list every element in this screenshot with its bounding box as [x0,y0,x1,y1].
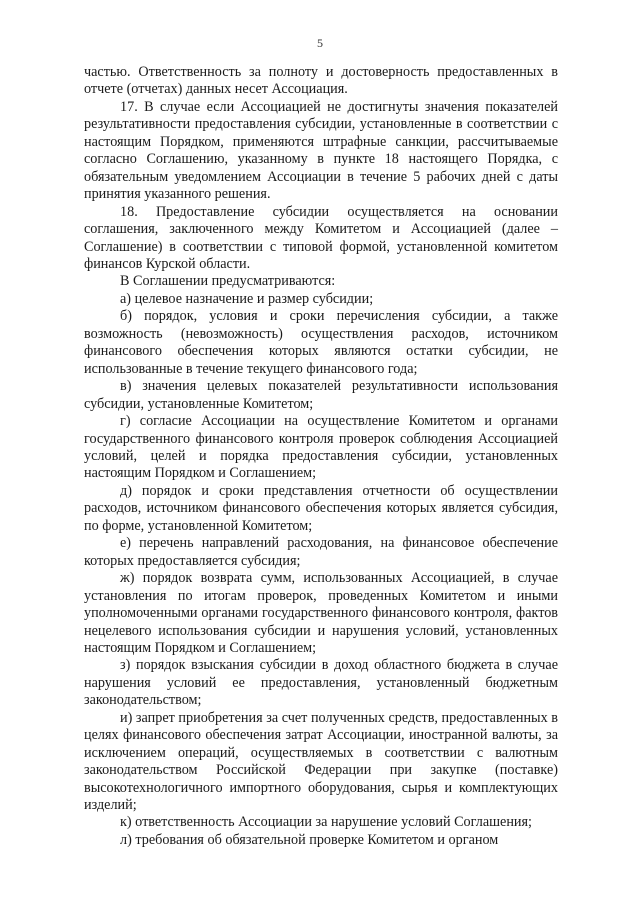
paragraph-item-18: 18. Предоставление субсидии осуществляется на основании соглашения, заключенного между Комитетом и Ассоциацией (далее – Соглашение) в соответствии с типовой формой, установленной комитетом финансов Курской области. [84,203,558,272]
paragraph-agreement-intro: В Соглашении предусматриваются: [120,273,336,290]
paragraph-continuation: частью. Ответственность за полноту и достоверность предоставленных в отчете (отчетах) данных несет Ассоциация. [84,64,558,98]
list-item-zh: ж) порядок возврата сумм, использованных Ассоциацией, в случае установления по итогам проверок, проведенных Комитетом и иными уполномоченными органами государственного финансового контроля, фактов нецелевого использования субсидии и нарушения условий, установленных настоящим Порядком и Соглашением; [84,570,558,656]
list-item-b: б) порядок, условия и сроки перечисления субсидии, а также возможность (невозможность) осуществления расходов, источником финансового обеспечения которых являются остатки субсидии, не использованные в течение текущего финансового года; [84,308,558,377]
list-item-a: а) целевое назначение и размер субсидии; [120,290,374,307]
paragraph-item-17: 17. В случае если Ассоциацией не достигнуты значения показателей результативности предоставления субсидии, установленные в соответствии с настоящим Порядком, применяются штрафные санкции, рассчитываемые согласно Соглашению, указанному в пункте 18 настоящего Порядка, с обязательным уведомлением Ассоциации в течение 5 рабочих дней с даты принятия указанного решения. [84,98,558,203]
list-item-k: к) ответственность Ассоциации за нарушение условий Соглашения; [120,814,532,831]
list-item-i: и) запрет приобретения за счет полученных средств, предоставленных в целях финансового обеспечения затрат Ассоциации, иностранной валюты, за исключением операций, осуществляемых в соответствии с валютным законодательством Российской Федерации при закупке (поставке) высокотехнологичного импортного оборудования, сырья и комплектующих изделий; [84,709,558,814]
list-item-e: е) перечень направлений расходования, на финансовое обеспечение которых предоставляется субсидия; [84,535,558,569]
document-body [84,64,558,849]
page-number: 5 [317,36,323,50]
list-item-z: з) порядок взыскания субсидии в доход областного бюджета в случае нарушения условий ее предоставления, установленный бюджетным законодательством; [84,657,558,709]
list-item-l: л) требования об обязательной проверке Комитетом и органом [120,831,499,848]
list-item-v: в) значения целевых показателей результативности использования субсидии, установленные Комитетом; [84,378,558,412]
list-item-g: г) согласие Ассоциации на осуществление Комитетом и органами государственного финансового контроля проверок соблюдения Ассоциацией условий, целей и порядка предоставления субсидии, установленных настоящим Порядком и Соглашением; [84,413,558,482]
list-item-d: д) порядок и сроки представления отчетности об осуществлении расходов, источником финансового обеспечения которых является субсидия, по форме, установленной Комитетом; [84,482,558,534]
